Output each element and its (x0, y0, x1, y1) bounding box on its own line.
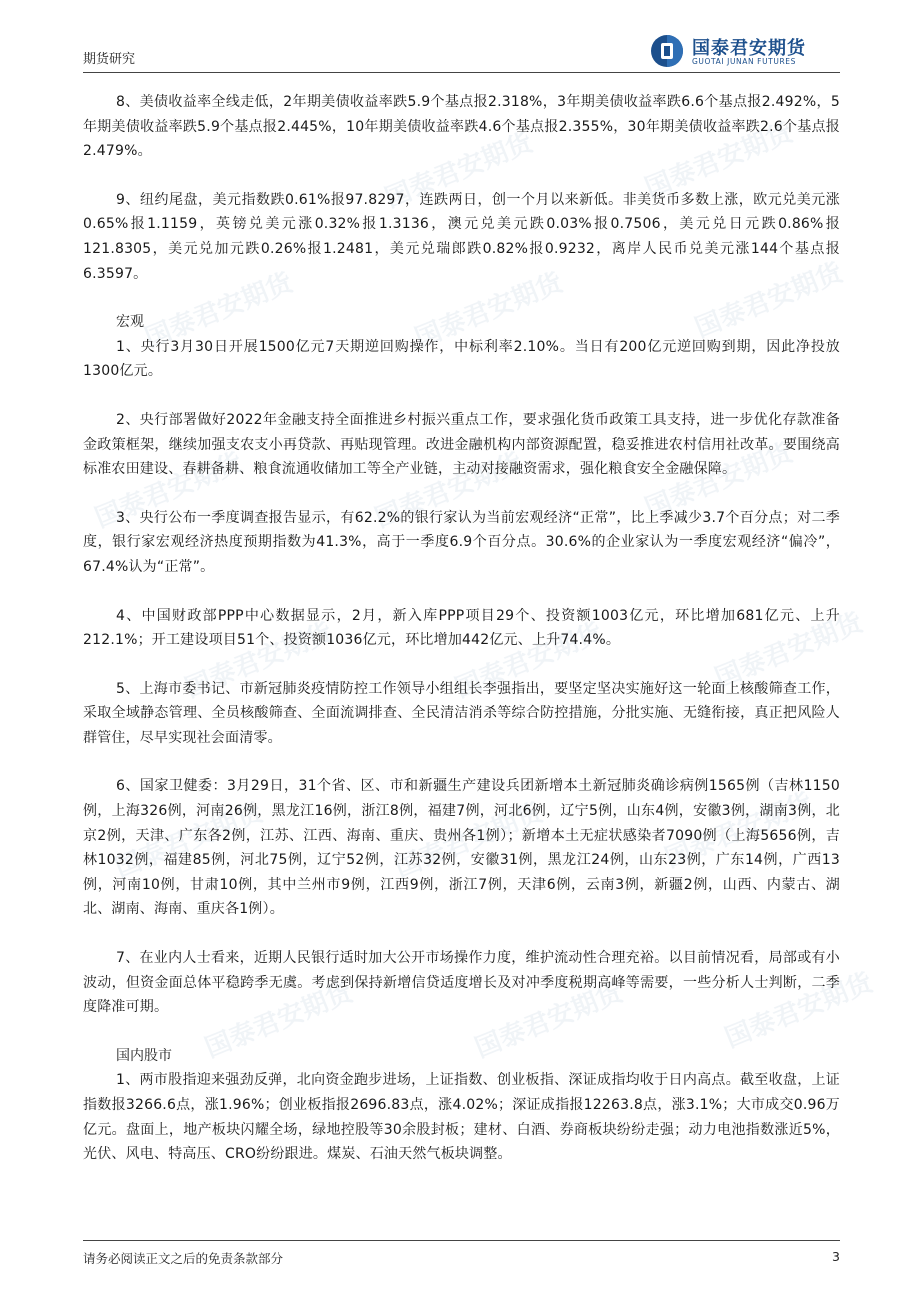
page-header (83, 30, 840, 73)
macro-item: 7、在业内人士看来，近期人民银行适时加大公开市场操作力度，维护流动性合理充裕。以目前情况看，局部或有小波动，但资金面总体平稳跨季无虞。考虑到保持新增信贷适度增长及对冲季度税期高峰等需要，一些分析人士判断，二季度降准可期。 (83, 950, 840, 1016)
document-body (83, 90, 840, 1191)
stocks-item: 1、两市股指迎来强劲反弹，北向资金跑步进场，上证指数、创业板指、深证成指均收于日内高点。截至收盘，上证指数报3266.6点，涨1.96%；创业板指报2696.83点，涨4.02%；深证成指报12263.8点，涨3.1%；大市成交0.96万亿元。盘面上，地产板块闪耀全场，绿地控股等30余股封板；建材、白酒、券商板块纷纷走强；动力电池指数涨近5%，光伏、风电、特高压、CRO纷纷跟进。煤炭、石油天然气板块调整。 (83, 1072, 840, 1163)
logo-text-cn: 国泰君安期货 (692, 38, 806, 59)
macro-item: 2、央行部署做好2022年金融支持全面推进乡村振兴重点工作，要求强化货币政策工具支持，进一步优化存款准备金政策框架，继续加强支农支小再贷款、再贴现管理。改进金融机构内部资源配置，稳妥推进农村信用社改革。要围绕高标准农田建设、春耕备耕、粮食流通收储加工等全产业链，主动对接融资需求，强化粮食安全金融保障。 (83, 411, 840, 478)
watermark: 国泰君安期货 (180, 617, 337, 704)
footer-disclaimer: 请务必阅读正文之后的免责条款部分 (83, 1251, 284, 1266)
watermark: 国泰君安期货 (640, 437, 797, 524)
watermark: 国泰君安期货 (110, 797, 267, 884)
watermark: 国泰君安期货 (200, 977, 357, 1064)
section-title-stocks: 国内股市 (116, 1047, 172, 1064)
watermark: 国泰君安期货 (370, 447, 527, 534)
header-section-label: 期货研究 (83, 52, 136, 67)
macro-item: 3、央行公布一季度调查报告显示，有62.2%的银行家认为当前宏观经济“正常”，比上季减少3.7个百分点；对二季度，银行家宏观经济热度预期指数为41.3%，高于一季度6.9个百分点。30.6%的企业家认为一季度宏观经济“偏冷”，67.4%认为“正常”。 (83, 509, 840, 575)
watermark: 国泰君安期货 (470, 977, 627, 1064)
watermark: 国泰君安期货 (710, 607, 867, 694)
macro-item: 1、央行3月30日开展1500亿元7天期逆回购操作，中标利率2.10%。当日有200亿元逆回购到期，因此净投放1300亿元。 (83, 338, 840, 380)
macro-item: 4、中国财政部PPP中心数据显示，2月，新入库PPP项目29个、投资额1003亿元，环比增加681亿元、上升212.1%；开工建设项目51个、投资额1036亿元，环比增加442亿元、上升74.4%。 (83, 607, 840, 649)
watermark: 国泰君安期货 (660, 787, 817, 874)
watermark: 国泰君安期货 (380, 127, 537, 214)
macro-item: 5、上海市委书记、市新冠肺炎疫情防控工作领导小组组长李强指出，要坚定坚决实施好这一轮面上核酸筛查工作，采取全域静态管理、全员核酸筛查、全面流调排查、全民清洁消杀等综合防控措施，分批实施、无缝衔接，真正把风险人群管住，尽早实现社会面清零。 (83, 680, 840, 746)
watermark: 国泰君安期货 (690, 257, 847, 344)
watermark: 国泰君安期货 (410, 267, 567, 354)
watermark: 国泰君安期货 (390, 797, 547, 884)
paragraph-fx: 9、纽约尾盘，美元指数跌0.61%报97.8297，连跌两日，创一个月以来新低。非美货币多数上涨，欧元兑美元涨0.65%报1.1159，英镑兑美元涨0.32%报1.3136，澳元兑美元跌0.03%报0.7506，美元兑日元跌0.86%报121.8305，美元兑加元跌0.26%报1.2481，美元兑瑞郎跌0.82%报0.9232，离岸人民币兑美元涨144个基点报6.3597。 (83, 191, 840, 282)
watermark: 国泰君安期货 (640, 117, 797, 204)
logo-text-en: GUOTAI JUNAN FUTURES (692, 57, 796, 66)
page-number: 3 (832, 1249, 840, 1264)
watermark: 国泰君安期货 (90, 447, 247, 534)
macro-item: 6、国家卫健委：3月29日，31个省、区、市和新疆生产建设兵团新增本土新冠肺炎确诊病例1565例（吉林1150例，上海326例，河南26例，黑龙江16例，浙江8例，福建7例，河北6例，辽宁5例，山东4例，安徽3例，湖南3例，北京2例，天津、广东各2例，江苏、江西、海南、重庆、贵州各1例）；新增本土无症状感染者7090例（上海5656例，吉林1032例，福建85例，河北75例，辽宁52例，江苏32例，安徽31例，黑龙江24例，山东23例，广东14例，广西13例，河南10例，甘肃10例，其中兰州市9例，江西9例，浙江7例，天津6例，云南3例，新疆2例，山西、内蒙古、湖北、湖南、海南、重庆各1例）。 (83, 778, 840, 918)
watermark: 国泰君安期货 (720, 967, 877, 1054)
company-logo (650, 32, 840, 70)
paragraph-us-treasury: 8、美债收益率全线走低，2年期美债收益率跌5.9个基点报2.318%，3年期美债收益率跌6.6个基点报2.492%，5年期美债收益率跌5.9个基点报2.445%，10年期美债收益率跌4.6个基点报2.355%，30年期美债收益率跌2.6个基点报2.479%。 (83, 94, 840, 160)
section-title-macro: 宏观 (116, 314, 144, 331)
watermark: 国泰君安期货 (450, 617, 607, 704)
watermark: 国泰君安期货 (140, 267, 297, 354)
logo-mark-icon (650, 34, 684, 68)
page-footer (83, 1240, 840, 1271)
